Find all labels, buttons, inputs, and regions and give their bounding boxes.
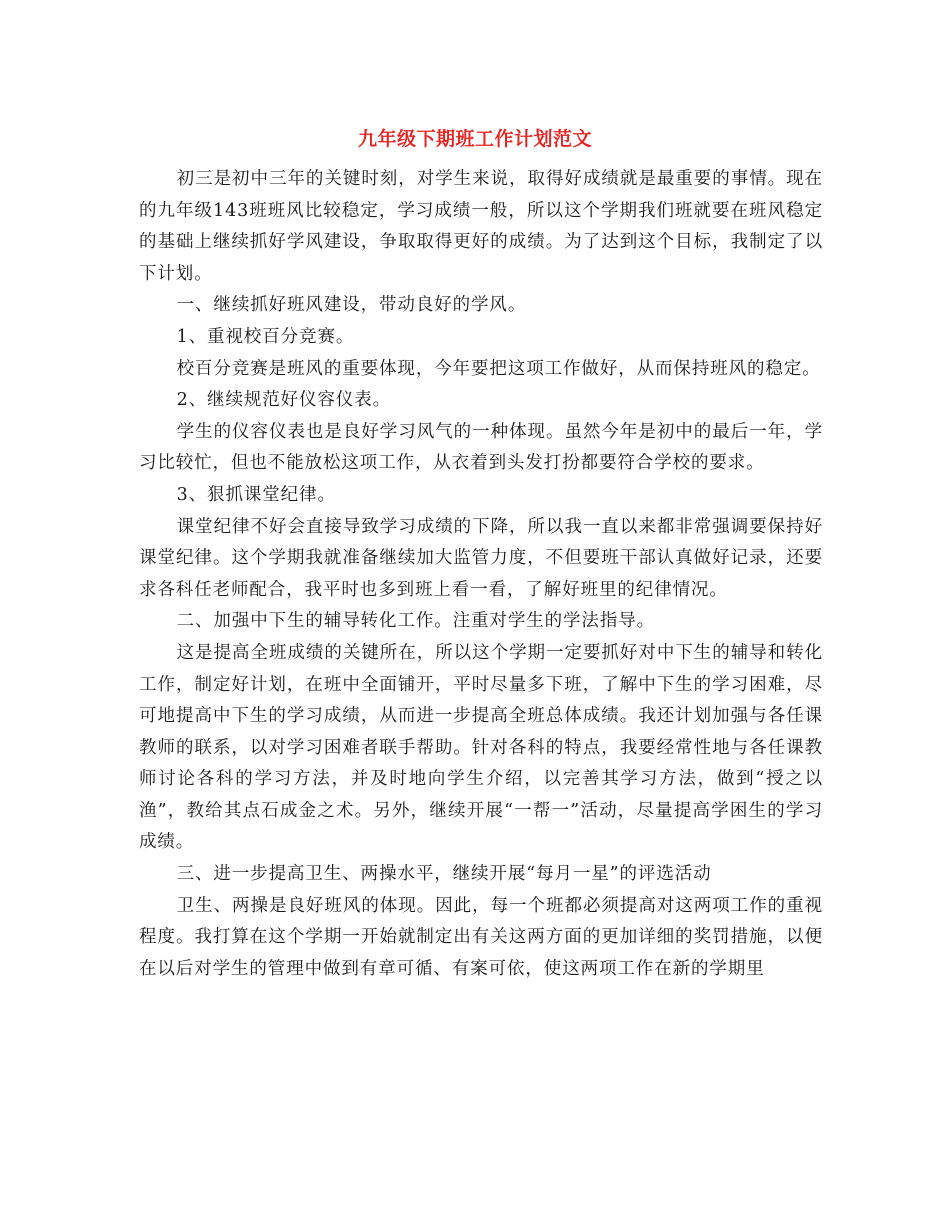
document-body: [139, 160, 823, 985]
heading-section-1: 一、继续抓好班风建设，带动良好的学风。: [176, 295, 527, 316]
subheading-3: 3、狠抓课堂纪律。: [176, 484, 336, 505]
heading-section-2: 二、加强中下生的辅导转化工作。注重对学生的学法指导。: [176, 611, 656, 632]
paragraph-appearance: 学生的仪容仪表也是良好学习风气的一种体现。虽然今年是初中的最后一年，学习比较忙，但也不能放松这项工作，从衣着到头发打扮都要符合学校的要求。: [139, 421, 823, 474]
paragraph-hygiene: 卫生、两操是良好班风的体现。因此，每一个班都必须提高对这两项工作的重视程度。我打算在这个学期一开始就制定出有关这两方面的更加详细的奖罚措施，以便在以后对学生的管理中做到有章可循、有案可依，使这两项工作在新的学期里: [139, 895, 823, 979]
subheading-1: 1、重视校百分竞赛。: [176, 326, 355, 347]
paragraph-competition: 校百分竞赛是班风的重要体现，今年要把这项工作做好，从而保持班风的稳定。: [176, 358, 821, 379]
paragraph-discipline: 课堂纪律不好会直接导致学习成绩的下降，所以我一直以来都非常强调要保持好课堂纪律。这个学期我就准备继续加大监管力度，不但要班干部认真做好记录，还要求各科任老师配合，我平时也多到班上看一看，了解好班里的纪律情况。: [139, 516, 823, 600]
paragraph-tutoring: 这是提高全班成绩的关键所在，所以这个学期一定要抓好对中下生的辅导和转化工作，制定好计划，在班中全面铺开，平时尽量多下班，了解中下生的学习困难，尽可地提高中下生的学习成绩，从而进一步提高全班总体成绩。我还计划加强与各任课教师的联系，以对学习困难者联手帮助。针对各科的特点，我要经常性地与各任课教师讨论各科的学习方法，并及时地向学生介绍，以完善其学习方法，做到“授之以渔”，教给其点石成金之术。另外，继续开展“一帮一”活动，尽量提高学困生的学习成绩。: [139, 642, 823, 853]
subheading-2: 2、继续规范好仪容仪表。: [176, 390, 392, 411]
document-title: 九年级下期班工作计划范文: [357, 128, 592, 150]
paragraph-intro: 初三是初中三年的关键时刻，对学生来说，取得好成绩就是最重要的事情。现在的九年级143班班风比较稳定，学习成绩一般，所以这个学期我们班就要在班风稳定的基础上继续抓好学风建设，争取取得更好的成绩。为了达到这个目标，我制定了以下计划。: [139, 169, 823, 284]
heading-section-3: 三、进一步提高卫生、两操水平，继续开展“每月一星”的评选活动: [176, 864, 712, 885]
